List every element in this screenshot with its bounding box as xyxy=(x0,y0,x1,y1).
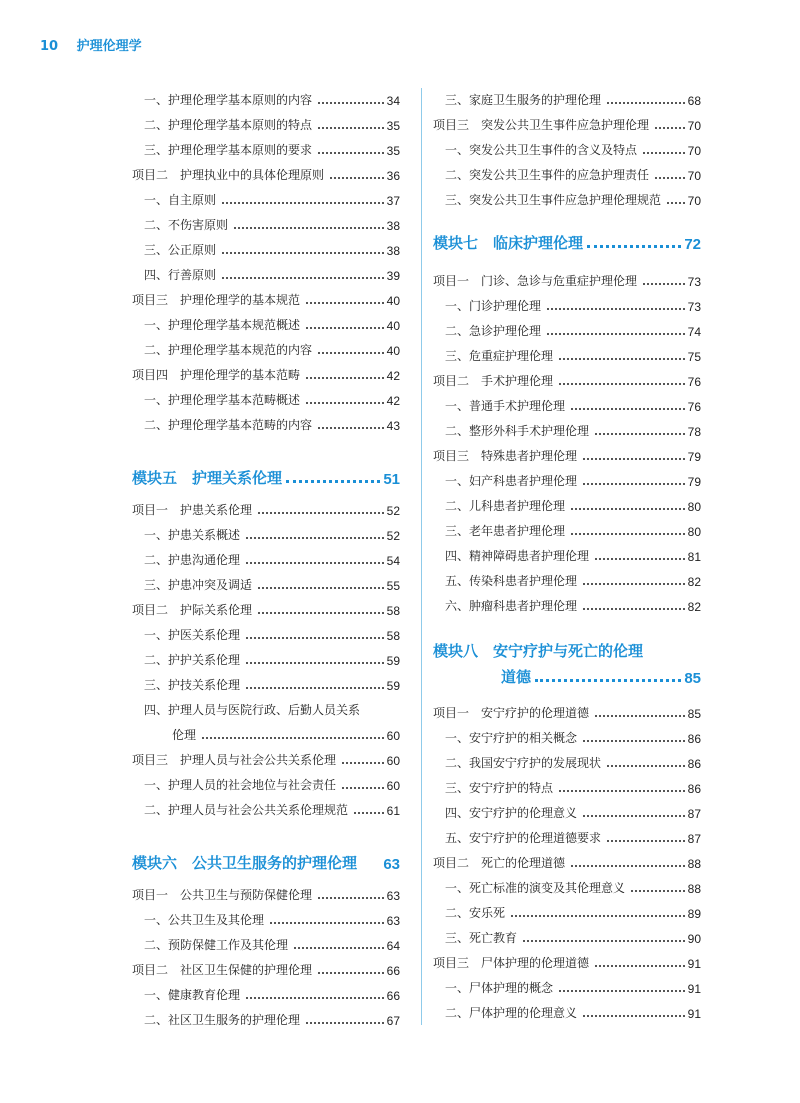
toc-entry[interactable] xyxy=(132,186,400,211)
toc-entry-label: 二、护理人员与社会公共关系伦理规范 xyxy=(144,803,349,817)
leader-dots xyxy=(342,787,384,789)
leader-dots xyxy=(595,433,685,435)
leader-dots xyxy=(547,333,685,335)
toc-entry-label: 一、妇产科患者护理伦理 xyxy=(445,474,578,488)
toc-entry-label: 三、老年患者护理伦理 xyxy=(445,524,566,538)
leader-dots xyxy=(547,308,685,310)
toc-entry-label: 一、护理伦理学基本原则的内容 xyxy=(144,93,313,107)
leader-dots xyxy=(258,612,384,614)
toc-entry[interactable] xyxy=(433,342,701,367)
toc-entry[interactable] xyxy=(433,724,701,749)
toc-entry-label: 一、护理伦理学基本规范概述 xyxy=(144,318,301,332)
module-page: 85 xyxy=(684,670,701,687)
leader-dots xyxy=(559,383,685,385)
toc-entry[interactable] xyxy=(132,336,400,361)
toc-entry[interactable] xyxy=(132,881,400,906)
toc-entry-page: 85 xyxy=(687,707,701,721)
toc-entry-page: 88 xyxy=(687,857,701,871)
toc-group xyxy=(433,267,701,617)
toc-entry-label: 三、护患冲突及调适 xyxy=(144,578,253,592)
toc-entry-label: 项目一 安宁疗护的伦理道德 xyxy=(433,706,590,720)
module-heading[interactable] xyxy=(132,839,400,877)
toc-entry-page: 86 xyxy=(687,732,701,746)
toc-entry-page: 60 xyxy=(386,779,400,793)
toc-entry-label: 二、护患沟通伦理 xyxy=(144,553,241,567)
toc-entry-label: 项目三 特殊患者护理伦理 xyxy=(433,449,578,463)
toc-entry[interactable] xyxy=(433,367,701,392)
leader-dots xyxy=(258,587,384,589)
toc-entry-page: 91 xyxy=(687,982,701,996)
toc-entry-page: 87 xyxy=(687,832,701,846)
toc-entry-label: 二、护理伦理学基本规范的内容 xyxy=(144,343,313,357)
toc-entry-page: 78 xyxy=(687,425,701,439)
toc-entry-label: 四、行善原则 xyxy=(144,268,217,282)
toc-entry-page: 34 xyxy=(386,94,400,108)
toc-entry-page: 91 xyxy=(687,1007,701,1021)
toc-entry-page: 82 xyxy=(687,575,701,589)
toc-entry[interactable] xyxy=(433,267,701,292)
page-number: 10 xyxy=(40,39,59,54)
toc-entry-label: 一、健康教育伦理 xyxy=(144,988,241,1002)
toc-entry-label: 项目四 护理伦理学的基本范畴 xyxy=(132,368,301,382)
toc-entry-label: 三、护理伦理学基本原则的要求 xyxy=(144,143,313,157)
toc-entry-page: 60 xyxy=(386,729,400,743)
toc-entry-page: 37 xyxy=(386,194,400,208)
toc-entry-page: 91 xyxy=(687,957,701,971)
toc-entry-page: 88 xyxy=(687,882,701,896)
toc-entry-page: 42 xyxy=(386,394,400,408)
toc-entry-label: 项目二 社区卫生保健的护理伦理 xyxy=(132,963,313,977)
toc-entry-page: 39 xyxy=(386,269,400,283)
toc-entry[interactable] xyxy=(433,799,701,824)
leader-dots xyxy=(318,352,384,354)
toc-entry-page: 59 xyxy=(386,654,400,668)
leader-dots xyxy=(234,227,384,229)
toc-entry-label: 一、护理伦理学基本范畴概述 xyxy=(144,393,301,407)
toc-entry-page: 79 xyxy=(687,450,701,464)
toc-entry[interactable] xyxy=(433,292,701,317)
toc-entry[interactable] xyxy=(433,592,701,617)
toc-entry-page: 76 xyxy=(687,375,701,389)
module-title: 道德 xyxy=(501,668,532,686)
leader-dots xyxy=(294,947,384,949)
toc-entry-page: 87 xyxy=(687,807,701,821)
toc-entry[interactable] xyxy=(433,161,701,186)
toc-group xyxy=(132,496,400,821)
toc-entry[interactable] xyxy=(433,849,701,874)
module-title: 模块五 护理关系伦理 xyxy=(132,469,283,487)
toc-entry-page: 70 xyxy=(687,119,701,133)
toc-entry-page: 68 xyxy=(687,94,701,108)
toc-entry[interactable] xyxy=(132,521,400,546)
leader-dots xyxy=(222,277,384,279)
leader-dots xyxy=(571,865,685,867)
leader-dots xyxy=(595,558,685,560)
toc-entry[interactable] xyxy=(433,417,701,442)
toc-entry-label: 项目二 死亡的伦理道德 xyxy=(433,856,566,870)
toc-entry[interactable] xyxy=(433,517,701,542)
toc-entry-label: 三、危重症护理伦理 xyxy=(445,349,554,363)
toc-entry-label: 一、安宁疗护的相关概念 xyxy=(445,731,578,745)
toc-entry[interactable] xyxy=(132,646,400,671)
toc-entry-label: 三、死亡教育 xyxy=(445,931,518,945)
toc-entry-page: 70 xyxy=(687,194,701,208)
module-heading[interactable] xyxy=(433,635,701,665)
toc-entry[interactable] xyxy=(132,496,400,521)
toc-entry-page: 36 xyxy=(386,169,400,183)
toc-entry[interactable] xyxy=(132,981,400,1006)
leader-dots xyxy=(607,765,685,767)
leader-dots xyxy=(631,890,685,892)
toc-entry[interactable] xyxy=(433,542,701,567)
toc-entry-page: 70 xyxy=(687,144,701,158)
toc-entry-page: 66 xyxy=(386,989,400,1003)
running-header xyxy=(40,35,142,54)
toc-entry[interactable] xyxy=(433,699,701,724)
leader-dots xyxy=(318,127,384,129)
toc-entry-page: 52 xyxy=(386,504,400,518)
module-heading-continued[interactable] xyxy=(433,665,701,691)
toc-entry-page: 70 xyxy=(687,169,701,183)
toc-entry[interactable] xyxy=(433,749,701,774)
toc-entry[interactable] xyxy=(132,286,400,311)
leader-dots xyxy=(511,915,685,917)
leader-dots xyxy=(571,408,685,410)
toc-entry-page: 63 xyxy=(386,889,400,903)
leader-dots xyxy=(342,762,384,764)
leader-dots xyxy=(306,302,384,304)
toc-entry-page: 90 xyxy=(687,932,701,946)
toc-entry[interactable] xyxy=(132,311,400,336)
leader-dots xyxy=(246,562,384,564)
toc-entry-label: 五、安宁疗护的伦理道德要求 xyxy=(445,831,602,845)
leader-dots xyxy=(655,127,685,129)
leader-dots xyxy=(246,537,384,539)
toc-entry-label: 三、安宁疗护的特点 xyxy=(445,781,554,795)
toc-entry-label: 二、不伤害原则 xyxy=(144,218,229,232)
leader-dots xyxy=(583,815,685,817)
toc-entry[interactable] xyxy=(433,974,701,999)
leader-dots xyxy=(222,202,384,204)
toc-entry-label: 一、尸体护理的概念 xyxy=(445,981,554,995)
module-page: 72 xyxy=(684,236,701,253)
toc-entry-page: 40 xyxy=(386,344,400,358)
leader-dots xyxy=(571,533,685,535)
toc-entry-label: 项目三 尸体护理的伦理道德 xyxy=(433,956,590,970)
toc-entry-label: 二、社区卫生服务的护理伦理 xyxy=(144,1013,301,1027)
toc-entry[interactable] xyxy=(433,924,701,949)
module-page: 63 xyxy=(383,856,400,873)
toc-entry-page: 61 xyxy=(386,804,400,818)
toc-entry[interactable] xyxy=(433,136,701,161)
toc-entry[interactable] xyxy=(132,236,400,261)
toc-entry-label: 五、传染科患者护理伦理 xyxy=(445,574,578,588)
toc-entry-label: 项目三 护理伦理学的基本规范 xyxy=(132,293,301,307)
toc-entry-label: 项目一 门诊、急诊与危重症护理伦理 xyxy=(433,274,638,288)
leader-dots xyxy=(607,840,685,842)
leader-dots xyxy=(571,508,685,510)
leader-dots xyxy=(354,812,384,814)
leader-dots xyxy=(306,327,384,329)
toc-entry[interactable] xyxy=(132,956,400,981)
leader-dots xyxy=(318,427,384,429)
module-title: 模块六 公共卫生服务的护理伦理 xyxy=(132,854,358,872)
toc-entry-page: 52 xyxy=(386,529,400,543)
toc-entry-page: 67 xyxy=(386,1014,400,1028)
toc-entry-label: 一、公共卫生及其伦理 xyxy=(144,913,265,927)
toc-entry-label: 三、家庭卫生服务的护理伦理 xyxy=(445,93,602,107)
toc-entry[interactable] xyxy=(433,899,701,924)
toc-entry[interactable] xyxy=(433,467,701,492)
module-heading[interactable] xyxy=(132,454,400,492)
toc-entry[interactable] xyxy=(132,161,400,186)
toc-entry-page: 43 xyxy=(386,419,400,433)
leader-dots xyxy=(583,1015,685,1017)
leader-dots xyxy=(318,152,384,154)
leader-dots xyxy=(643,152,685,154)
leader-dots xyxy=(595,965,685,967)
leader-dots xyxy=(587,245,681,248)
book-title: 护理伦理学 xyxy=(76,39,142,54)
leader-dots xyxy=(246,662,384,664)
toc-entry-page: 86 xyxy=(687,757,701,771)
toc-entry-page: 54 xyxy=(386,554,400,568)
toc-entry-label: 二、尸体护理的伦理意义 xyxy=(445,1006,578,1020)
toc-entry-page: 89 xyxy=(687,907,701,921)
toc-entry-label: 项目三 护理人员与社会公共关系伦理 xyxy=(132,753,337,767)
toc-entry-page: 40 xyxy=(386,294,400,308)
toc-entry[interactable] xyxy=(132,211,400,236)
toc-entry-page: 38 xyxy=(386,244,400,258)
toc-entry-label: 四、精神障碍患者护理伦理 xyxy=(445,549,590,563)
toc-entry[interactable] xyxy=(433,999,701,1024)
toc-left-column xyxy=(132,86,400,1031)
leader-dots xyxy=(595,715,685,717)
toc-entry-label: 一、门诊护理伦理 xyxy=(445,299,542,313)
toc-group xyxy=(132,881,400,1031)
toc-entry[interactable] xyxy=(132,1006,400,1031)
toc-entry-label: 四、安宁疗护的伦理意义 xyxy=(445,806,578,820)
toc-entry-page: 40 xyxy=(386,319,400,333)
toc-entry[interactable] xyxy=(132,596,400,621)
toc-entry[interactable] xyxy=(132,261,400,286)
toc-entry-page: 76 xyxy=(687,400,701,414)
toc-entry-label: 一、护患关系概述 xyxy=(144,528,241,542)
toc-entry-label: 一、突发公共卫生事件的含义及特点 xyxy=(445,143,638,157)
leader-dots xyxy=(306,377,384,379)
toc-entry[interactable] xyxy=(132,571,400,596)
toc-entry-page: 59 xyxy=(386,679,400,693)
toc-group xyxy=(433,699,701,1024)
toc-entry-page: 73 xyxy=(687,300,701,314)
toc-entry-label: 二、护理伦理学基本范畴的内容 xyxy=(144,418,313,432)
toc-entry[interactable] xyxy=(132,361,400,386)
toc-entry[interactable] xyxy=(433,442,701,467)
leader-dots xyxy=(258,512,384,514)
leader-dots xyxy=(583,608,685,610)
module-page: 51 xyxy=(383,471,400,488)
toc-entry[interactable] xyxy=(132,86,400,111)
toc-entry-label: 一、死亡标准的演变及其伦理意义 xyxy=(445,881,626,895)
leader-dots xyxy=(330,177,384,179)
toc-entry[interactable] xyxy=(433,86,701,111)
toc-entry-page: 64 xyxy=(386,939,400,953)
leader-dots xyxy=(559,990,685,992)
toc-entry-label: 一、自主原则 xyxy=(144,193,217,207)
toc-entry-label: 二、我国安宁疗护的发展现状 xyxy=(445,756,602,770)
toc-entry[interactable] xyxy=(433,874,701,899)
leader-dots xyxy=(559,358,685,360)
toc-right-column xyxy=(433,86,701,1024)
column-divider xyxy=(421,88,422,1025)
leader-dots xyxy=(667,202,685,204)
toc-entry[interactable] xyxy=(132,771,400,796)
toc-entry-label: 二、整形外科手术护理伦理 xyxy=(445,424,590,438)
toc-entry-label: 项目一 护患关系伦理 xyxy=(132,503,253,517)
leader-dots xyxy=(643,283,685,285)
leader-dots xyxy=(318,972,384,974)
toc-entry[interactable] xyxy=(433,186,701,211)
toc-entry-label: 二、急诊护理伦理 xyxy=(445,324,542,338)
toc-entry[interactable] xyxy=(132,386,400,411)
toc-entry-label: 一、护医关系伦理 xyxy=(144,628,241,642)
toc-entry-page: 82 xyxy=(687,600,701,614)
toc-entry-page: 55 xyxy=(386,579,400,593)
toc-entry[interactable] xyxy=(132,111,400,136)
toc-entry[interactable] xyxy=(132,796,400,821)
leader-dots xyxy=(559,790,685,792)
toc-entry-page: 35 xyxy=(386,144,400,158)
leader-dots xyxy=(246,637,384,639)
toc-entry-page: 42 xyxy=(386,369,400,383)
toc-group xyxy=(433,86,701,211)
leader-dots xyxy=(607,102,685,104)
toc-entry-label: 二、护理伦理学基本原则的特点 xyxy=(144,118,313,132)
toc-entry-label: 二、安乐死 xyxy=(445,906,506,920)
toc-entry-page: 80 xyxy=(687,525,701,539)
leader-dots xyxy=(583,583,685,585)
toc-entry-page: 63 xyxy=(386,914,400,928)
toc-entry[interactable] xyxy=(433,317,701,342)
leader-dots xyxy=(246,687,384,689)
leader-dots xyxy=(222,252,384,254)
toc-entry[interactable] xyxy=(433,567,701,592)
toc-entry-page: 35 xyxy=(386,119,400,133)
toc-entry-label: 一、护理人员的社会地位与社会责任 xyxy=(144,778,337,792)
toc-entry-page: 66 xyxy=(386,964,400,978)
toc-entry-page: 80 xyxy=(687,500,701,514)
toc-entry-page: 58 xyxy=(386,604,400,618)
toc-entry[interactable] xyxy=(433,949,701,974)
toc-entry[interactable] xyxy=(132,746,400,771)
leader-dots xyxy=(306,1022,384,1024)
toc-entry[interactable] xyxy=(433,774,701,799)
toc-entry-page: 75 xyxy=(687,350,701,364)
toc-entry-label: 项目二 手术护理伦理 xyxy=(433,374,554,388)
toc-entry-label: 三、突发公共卫生事件应急护理伦理规范 xyxy=(445,193,662,207)
toc-entry-label: 六、肿瘤科患者护理伦理 xyxy=(445,599,578,613)
toc-entry-page: 74 xyxy=(687,325,701,339)
toc-entry-label: 二、护护关系伦理 xyxy=(144,653,241,667)
leader-dots xyxy=(535,679,681,682)
leader-dots xyxy=(202,737,384,739)
leader-dots xyxy=(318,102,384,104)
leader-dots xyxy=(583,458,685,460)
toc-entry-page: 81 xyxy=(687,550,701,564)
toc-entry[interactable] xyxy=(132,931,400,956)
toc-entry-label: 项目二 护理执业中的具体伦理原则 xyxy=(132,168,325,182)
toc-entry[interactable] xyxy=(132,721,400,746)
toc-entry[interactable] xyxy=(132,696,400,721)
toc-entry[interactable] xyxy=(132,906,400,931)
toc-entry[interactable] xyxy=(132,621,400,646)
toc-entry-page: 73 xyxy=(687,275,701,289)
toc-entry-label: 二、儿科患者护理伦理 xyxy=(445,499,566,513)
toc-entry-page: 86 xyxy=(687,782,701,796)
leader-dots xyxy=(583,483,685,485)
toc-entry[interactable] xyxy=(433,392,701,417)
toc-entry-page: 60 xyxy=(386,754,400,768)
toc-entry-label: 二、突发公共卫生事件的应急护理责任 xyxy=(445,168,650,182)
toc-entry-label: 三、公正原则 xyxy=(144,243,217,257)
leader-dots xyxy=(523,940,685,942)
toc-entry[interactable] xyxy=(433,111,701,136)
toc-entry-page: 38 xyxy=(386,219,400,233)
toc-entry-page: 79 xyxy=(687,475,701,489)
toc-entry-label: 项目三 突发公共卫生事件应急护理伦理 xyxy=(433,118,650,132)
module-heading[interactable] xyxy=(433,219,701,257)
toc-entry-label: 项目二 护际关系伦理 xyxy=(132,603,253,617)
leader-dots xyxy=(286,480,380,483)
toc-entry-label: 二、预防保健工作及其伦理 xyxy=(144,938,289,952)
toc-entry[interactable] xyxy=(132,411,400,436)
toc-entry[interactable] xyxy=(132,546,400,571)
toc-entry-page: 58 xyxy=(386,629,400,643)
toc-entry-label: 伦理 xyxy=(172,728,197,742)
toc-entry[interactable] xyxy=(132,671,400,696)
toc-entry[interactable] xyxy=(433,492,701,517)
toc-entry[interactable] xyxy=(433,824,701,849)
toc-entry[interactable] xyxy=(132,136,400,161)
toc-entry-label: 项目一 公共卫生与预防保健伦理 xyxy=(132,888,313,902)
module-title: 模块七 临床护理伦理 xyxy=(433,234,584,252)
leader-dots xyxy=(655,177,685,179)
leader-dots xyxy=(318,897,384,899)
toc-group xyxy=(132,86,400,436)
leader-dots xyxy=(583,740,685,742)
leader-dots xyxy=(246,997,384,999)
toc-entry-label: 四、护理人员与医院行政、后勤人员关系 xyxy=(144,703,361,717)
toc-entry-label: 一、普通手术护理伦理 xyxy=(445,399,566,413)
module-title: 模块八 安宁疗护与死亡的伦理 xyxy=(433,642,644,660)
leader-dots xyxy=(306,402,384,404)
leader-dots xyxy=(270,922,384,924)
toc-entry-label: 三、护技关系伦理 xyxy=(144,678,241,692)
